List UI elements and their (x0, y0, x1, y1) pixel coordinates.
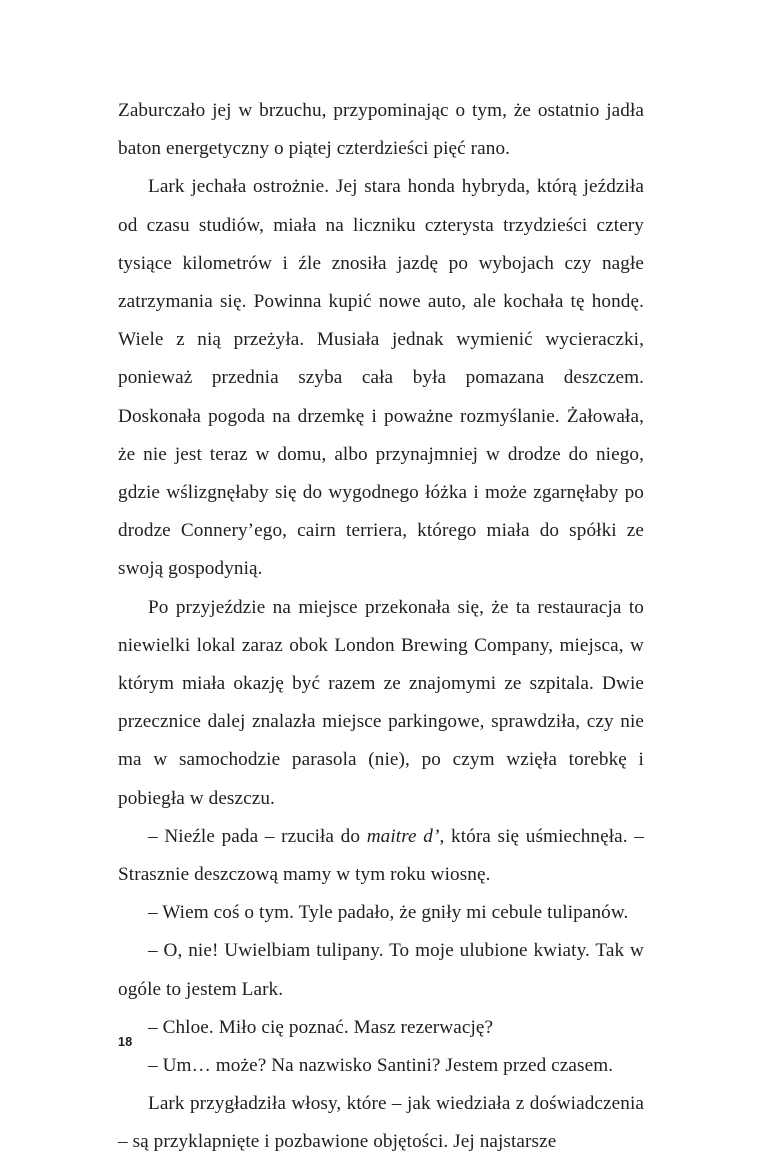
paragraph-4-dialogue (118, 818, 644, 894)
page-text-block (118, 92, 644, 1162)
paragraph-5-dialogue: – Wiem coś o tym. Tyle padało, że gniły mi cebule tulipanów. (148, 902, 629, 924)
page-number: 18 (118, 1035, 133, 1049)
dialogue-text-before-italic: – Nieźle pada – rzuciła do (148, 825, 367, 847)
paragraph-1: Zaburczało jej w brzuchu, przypominając o tym, że ostatnio jadła baton energetyczny o piątej czterdzieści pięć rano. (118, 100, 644, 160)
italic-phrase-maitre-d: maitre d’ (366, 825, 440, 847)
paragraph-3: Po przyjeździe na miejsce przekonała się, że ta restauracja to niewielki lokal zaraz obok London Brewing Company, miejsca, w którym miała okazję być razem ze znajomymi ze szpitala. Dwie przecznice dalej znalazła miejsce parkingowe, sprawdziła, czy nie ma w samochodzie parasola (nie), po czym wzięła torebkę i pobiegła w deszczu. (118, 596, 644, 809)
paragraph-9: Lark przygładziła włosy, które – jak wiedziała z doświadczenia – są przyklapnięte i pozbawione objętości. Jej najstarsze (118, 1093, 644, 1153)
paragraph-7-dialogue: – Chloe. Miło cię poznać. Masz rezerwację? (148, 1016, 494, 1038)
dialogue-text-after-italic: , która się uśmiechnęła. – Strasznie deszczową mamy w tym roku wiosnę. (118, 825, 644, 886)
paragraph-6-dialogue: – O, nie! Uwielbiam tulipany. To moje ulubione kwiaty. Tak w ogóle to jestem Lark. (118, 940, 644, 1000)
paragraph-2: Lark jechała ostrożnie. Jej stara honda hybryda, którą jeździła od czasu studiów, miała na liczniku czterysta trzydzieści cztery tysiące kilometrów i źle znosiła jazdę po wybojach czy nagłe zatrzymania się. Powinna kupić nowe auto, ale kochała tę hondę. Wiele z nią przeżyła. Musiała jednak wymienić wycieraczki, ponieważ przednia szyba cała była pomazana deszczem. Doskonała pogoda na drzemkę i poważne rozmyślanie. Żałowała, że nie jest teraz w domu, albo przynajmniej w drodze do niego, gdzie wślizgnęłaby się do wygodnego łóżka i może zgarnęłaby po drodze Connery’ego, cairn terriera, którego miała do spółki ze swoją gospodynią. (118, 176, 644, 580)
paragraph-8-dialogue: – Um… może? Na nazwisko Santini? Jestem przed czasem. (148, 1055, 614, 1077)
